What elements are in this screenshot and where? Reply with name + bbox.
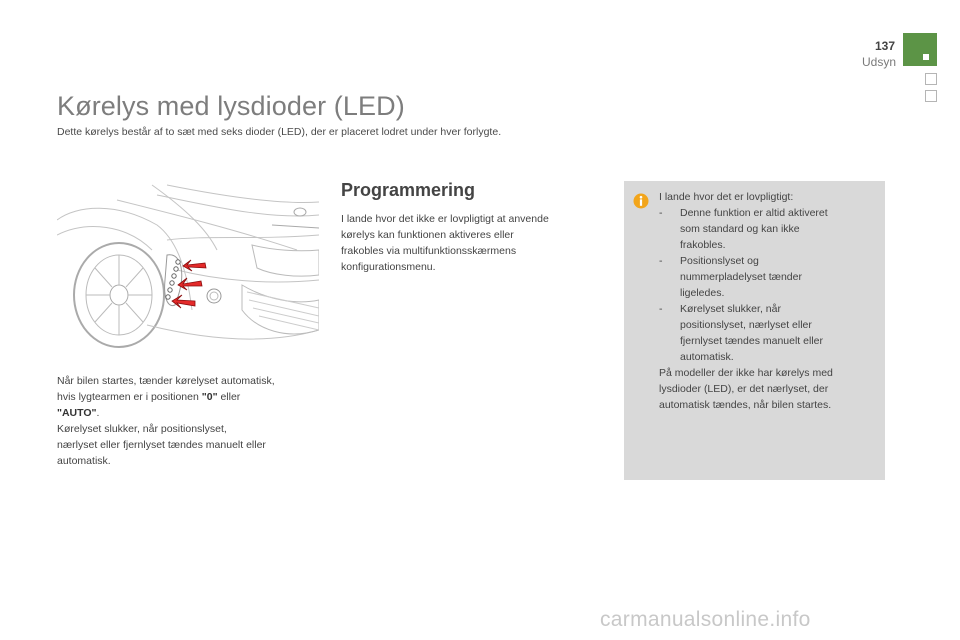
bullet-dash: - xyxy=(659,207,663,219)
info-outro-line: automatisk tændes, når bilen startes. xyxy=(659,399,832,411)
programming-line: frakobles via multifunktionsskærmens xyxy=(341,245,517,257)
section-name: Udsyn xyxy=(861,55,896,69)
programming-text xyxy=(341,211,591,275)
left-line-6: automatisk. xyxy=(57,455,111,467)
intro-text: Dette kørelys består af to sæt med seks dioder (LED), der er placeret lodret under hver forlygte. xyxy=(57,126,502,138)
bullet-text xyxy=(680,301,823,365)
bullet-text xyxy=(680,253,802,301)
info-content xyxy=(659,189,874,413)
bullet-line: ligeledes. xyxy=(680,287,725,299)
chapter-tab[interactable] xyxy=(903,33,937,66)
programming-heading: Programmering xyxy=(341,180,476,200)
auto-label: "AUTO" xyxy=(57,407,97,419)
info-intro: I lande hvor det er lovpligtigt: xyxy=(659,191,794,203)
nav-square-1[interactable] xyxy=(925,73,937,85)
bullet-line: Positionslyset og xyxy=(680,255,759,267)
left-line-5: nærlyset eller fjernlyset tændes manuelt eller xyxy=(57,439,266,451)
watermark: carmanualsonline.info xyxy=(600,608,811,631)
bullet-line: automatisk. xyxy=(680,351,734,363)
info-bullet xyxy=(659,301,874,365)
programming-line: konfigurationsmenu. xyxy=(341,261,436,273)
bullet-line: frakobles. xyxy=(680,239,726,251)
bullet-line: positionslyset, nærlyset eller xyxy=(680,319,812,331)
info-bullet xyxy=(659,253,874,301)
bullet-dash: - xyxy=(659,255,663,267)
bullet-dash: - xyxy=(659,303,663,315)
left-paragraph xyxy=(57,373,322,469)
programming-line: kørelys kan funktionen aktiveres eller xyxy=(341,229,514,241)
position-0-label: "0" xyxy=(201,391,218,403)
bullet-line: Denne funktion er altid aktiveret xyxy=(680,207,828,219)
programming-line: I lande hvor det ikke er lovpligtigt at anvende xyxy=(341,213,549,225)
left-period: . xyxy=(96,407,100,419)
left-line-2-or: eller xyxy=(217,391,241,403)
left-line-1: Når bilen startes, tænder kørelyset automatisk, xyxy=(57,375,275,387)
page-number: 137 xyxy=(874,39,895,53)
chapter-marker-icon xyxy=(923,54,929,60)
info-bullet xyxy=(659,205,874,253)
bullet-line: nummerpladelyset tænder xyxy=(680,271,802,283)
car-front-illustration xyxy=(57,180,319,350)
info-outro-line: lysdioder (LED), er det nærlyset, der xyxy=(659,383,829,395)
page-title: Kørelys med lysdioder (LED) xyxy=(57,91,405,121)
info-outro-line: På modeller der ikke har kørelys med xyxy=(659,367,833,379)
bullet-text xyxy=(680,205,828,253)
bullet-line: som standard og kan ikke xyxy=(680,223,800,235)
bullet-line: fjernlyset tændes manuelt eller xyxy=(680,335,823,347)
left-line-2 xyxy=(57,389,322,405)
left-line-2-text: hvis lygtearmen er i positionen xyxy=(57,391,202,403)
info-box xyxy=(624,181,885,480)
left-line-4: Kørelyset slukker, når positionslyset, xyxy=(57,423,227,435)
info-icon xyxy=(633,193,649,209)
left-line-3 xyxy=(57,405,322,421)
nav-square-2[interactable] xyxy=(925,90,937,102)
bullet-line: Kørelyset slukker, når xyxy=(680,303,781,315)
